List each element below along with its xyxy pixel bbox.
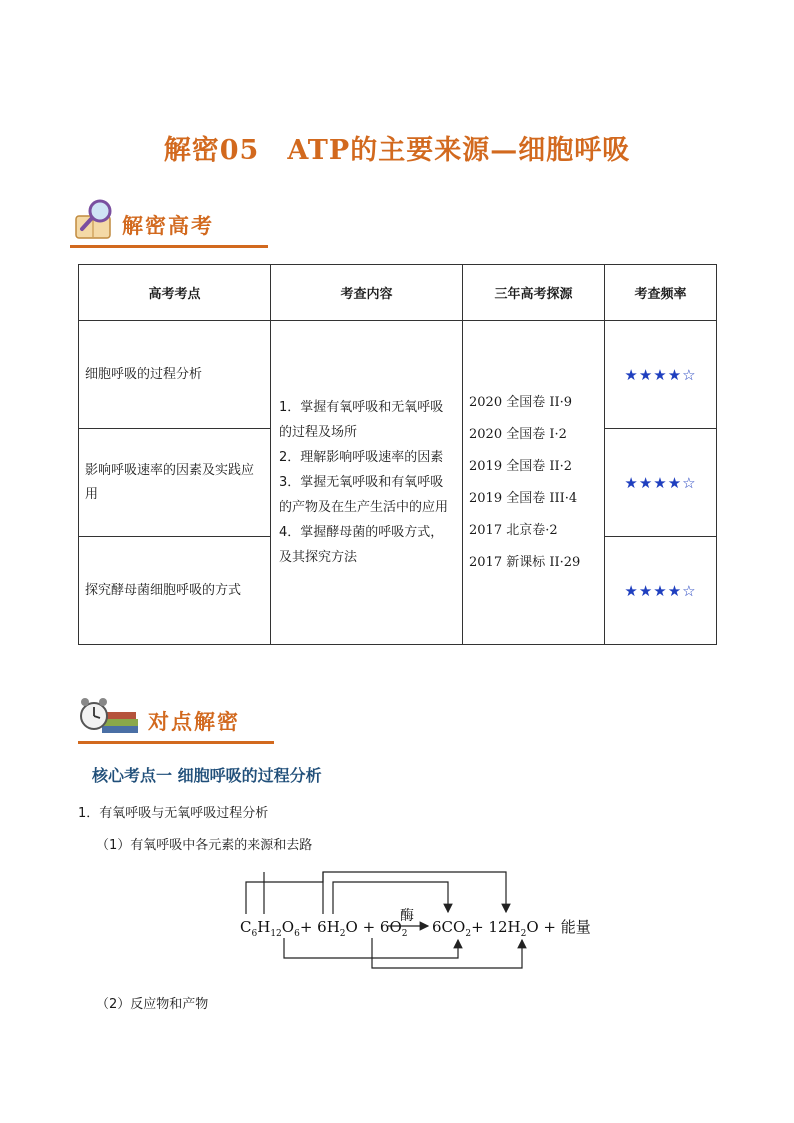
source-item: 2019 全国卷 II·2 [469,458,573,474]
header-content: 考查内容 [271,265,463,321]
svg-text:6CO2+ 12H2O + 能量: $6CO_2+ 12H_2O$ + 能量 [432,918,591,939]
paragraph-2: （1）有氧呼吸中各元素的来源和去路 [96,838,313,853]
magnifier-book-icon [70,196,120,246]
frequency-stars: ★★★★☆ [605,321,717,429]
section-title-points: 对点解密 [148,709,240,734]
content-cell [271,321,463,645]
core-point-heading: 核心考点一 细胞呼吸的过程分析 [92,766,322,785]
source-item: 2019 全国卷 III·4 [469,490,578,506]
clock-books-icon [78,692,140,742]
arrow-c-to-co2 [246,872,506,914]
arrow-h2o-to-h2o [284,938,458,958]
row-point: 影响呼吸速率的因素及实践应用 [79,429,271,537]
section-header-exam [70,196,268,248]
section-underline [70,245,268,248]
header-frequency: 考查频率 [605,265,717,321]
enzyme-label: 酶 [400,908,414,924]
source-item: 2017 北京卷·2 [469,522,558,538]
section-header-points [78,692,274,744]
page-title: 解密05 ATP的主要来源—细胞呼吸 [163,135,631,166]
paragraph-1: 1．有氧呼吸与无氧呼吸过程分析 [78,806,269,821]
table-row [79,321,717,429]
equation-text [240,908,591,939]
content-item: 4．掌握酵母菌的呼吸方式，及其探究方法 [279,525,444,565]
content-item: 2．理解影响呼吸速率的因素 [279,450,444,465]
header-source: 三年高考探源 [463,265,605,321]
bottom-arrows [284,938,522,968]
paragraph-3: （2）反应物和产物 [96,997,209,1012]
source-item: 2020 全国卷 II·9 [469,394,573,410]
arrow-o-h2o-to-co2 [333,882,448,914]
content-item: 3．掌握无氧呼吸和有氧呼吸的产物及在生产生活中的应用 [279,475,449,515]
row-point: 细胞呼吸的过程分析 [79,321,271,429]
source-cell [463,321,605,645]
exam-table [78,264,717,645]
section-title-exam: 解密高考 [122,213,214,238]
frequency-stars: ★★★★☆ [605,429,717,537]
header-exam-point: 高考考点 [79,265,271,321]
respiration-equation-diagram [238,868,591,974]
svg-text:C6H12O6+ 6H2O + 6O2: $C_6H_{12}O_6+ 6H_2O + 6O_2$ [240,918,408,939]
content-item: 1．掌握有氧呼吸和无氧呼吸的过程及场所 [279,400,444,440]
source-item: 2020 全国卷 I·2 [469,426,567,442]
section-underline [78,741,274,744]
top-arrows [246,872,506,914]
row-point: 探究酵母菌细胞呼吸的方式 [79,537,271,645]
source-item: 2017 新课标 II·29 [469,554,581,570]
arrow-o2-to-h2o [372,938,522,968]
table-header-row [79,265,717,321]
frequency-stars: ★★★★☆ [605,537,717,645]
